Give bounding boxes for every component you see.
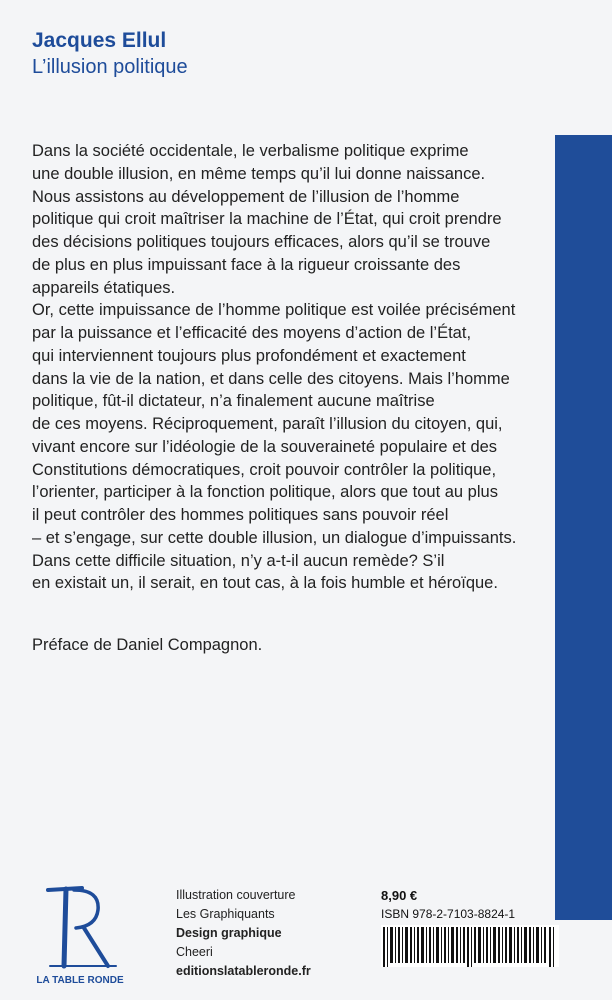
- illustration-credit: Les Graphiquants: [176, 907, 275, 921]
- blurb-line: il peut contrôler des hommes politiques sans pouvoir réel: [32, 506, 449, 524]
- publisher-name: LA TABLE RONDE: [36, 975, 124, 986]
- blurb-line: – et s’engage, sur cette double illusion, un dialogue d’impuissants.: [32, 528, 517, 547]
- blurb-line: qui interviennent toujours plus profondément et exactement: [32, 346, 466, 365]
- book-title: L’illusion politique: [32, 56, 188, 78]
- blurb-line: Constitutions démocratiques, croit pouvoir contrôler la politique,: [32, 460, 497, 479]
- publisher-website-link[interactable]: editionslatableronde.fr: [176, 964, 311, 978]
- blurb-line: en existait un, il serait, en tout cas, à la fois humble et héroïque.: [32, 574, 498, 593]
- table-ronde-monogram-icon: [30, 880, 130, 972]
- blurb-line: par la puissance et l’efficacité des moyens d’action de l’État,: [32, 324, 472, 342]
- blurb-line: des décisions politiques toujours efficaces, alors qu’il se trouve: [32, 233, 491, 251]
- blurb-line: appareils étatiques.: [32, 278, 176, 297]
- publisher-logo: [30, 880, 130, 986]
- design-label: Design graphique: [176, 926, 282, 940]
- author-name: Jacques Ellul: [32, 29, 167, 52]
- isbn-label: ISBN 978-2-7103-8824-1: [381, 907, 516, 921]
- blurb-line: l’orienter, participer à la fonction politique, alors que tout au plus: [32, 483, 498, 502]
- price-label: 8,90 €: [381, 888, 418, 903]
- blurb-line: Nous assistons au développement de l’illusion de l’homme: [32, 187, 460, 206]
- blurb-line: Dans cette difficile situation, n’y a-t-il aucun remède? S’il: [32, 551, 445, 570]
- barcode-icon: [381, 925, 559, 967]
- blurb-line: dans la vie de la nation, et dans celle des citoyens. Mais l’homme: [32, 369, 510, 388]
- preface-credit: Préface de Daniel Compagnon.: [32, 636, 263, 654]
- blurb-line: politique, fût-il dictateur, n’a finalement aucune maîtrise: [32, 392, 435, 411]
- blurb-line: politique qui croit maîtriser la machine de l’État, qui croit prendre: [32, 210, 502, 229]
- blurb-line: Or, cette impuissance de l’homme politique est voilée précisément: [32, 301, 516, 320]
- blurb-line: de ces moyens. Réciproquement, paraît l’illusion du citoyen, qui,: [32, 415, 503, 433]
- back-cover-blurb: [32, 140, 572, 595]
- blurb-line: une double illusion, en même temps qu’il lui donne naissance.: [32, 164, 486, 183]
- blurb-line: de plus en plus impuissant face à la rigueur croissante des: [32, 255, 461, 274]
- blurb-line: Dans la société occidentale, le verbalisme politique exprime: [32, 142, 469, 160]
- credits-block: [176, 886, 311, 981]
- design-credit: Cheeri: [176, 945, 213, 959]
- illustration-label: Illustration couverture: [176, 888, 296, 902]
- blurb-line: vivant encore sur l’idéologie de la souveraineté populaire et des: [32, 437, 498, 456]
